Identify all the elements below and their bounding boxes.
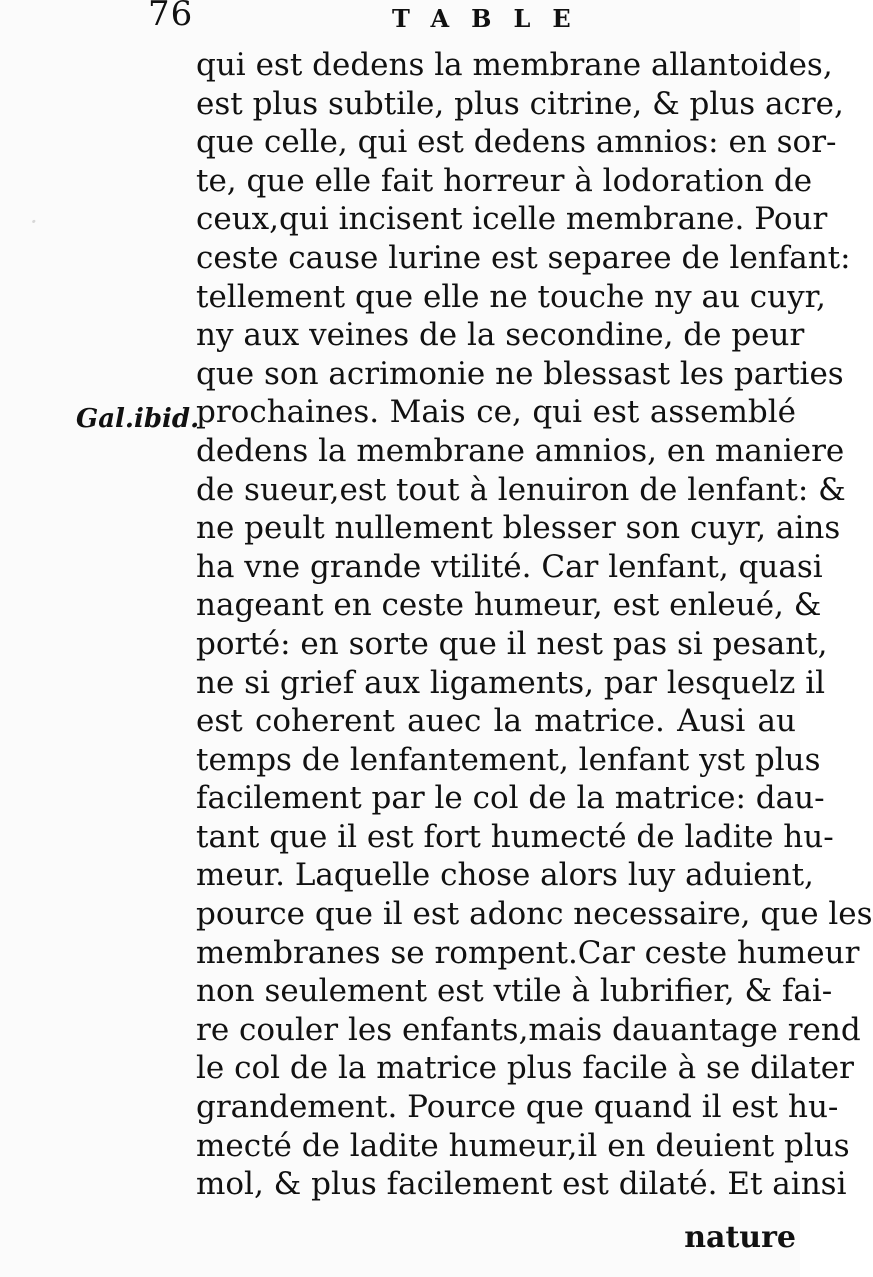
text-line: dedens la membrane amnios, en maniere xyxy=(196,432,845,469)
text-line: prochaines. Mais ce, qui est assemblé xyxy=(196,394,796,431)
text-line: le col de la matrice plus facile à se dilater xyxy=(196,1050,854,1087)
page-number: 76 xyxy=(148,0,194,34)
text-line: ceste cause lurine est separee de lenfant: xyxy=(196,239,851,276)
text-line: qui est dedens la membrane allantoides, xyxy=(196,47,833,83)
text-line: grandement. Pource que quand il est hu- xyxy=(196,1089,839,1126)
text-line: pource que il est adonc necessaire, que les xyxy=(196,896,873,933)
text-line: ny aux veines de la secondine, de peur xyxy=(196,317,805,354)
text-line: facilement par le col de la matrice: dau- xyxy=(196,780,825,817)
margin-note: Gal.ibid. xyxy=(76,404,200,434)
text-line: tellement que elle ne touche ny au cuyr, xyxy=(196,278,826,315)
text-line: est coherent auec la matrice. Ausi au xyxy=(196,703,796,740)
text-line: re couler les enfants,mais dauantage rend xyxy=(196,1011,861,1048)
text-line: ha vne grande vtilité. Car lenfant, quasi xyxy=(196,548,823,585)
text-line: que son acrimonie ne blessast les parties xyxy=(196,355,844,392)
catchword: nature xyxy=(684,1220,796,1255)
bleed-through-mark: · xyxy=(30,208,38,236)
text-line: ne peult nullement blesser son cuyr, ains xyxy=(196,510,841,547)
text-line: non seulement est vtile à lubrifier, & fai- xyxy=(196,973,833,1010)
text-line: membranes se rompent.Car ceste humeur xyxy=(196,934,860,971)
body-text xyxy=(196,46,873,1204)
text-line: tant que il est fort humecté de ladite hu- xyxy=(196,818,834,855)
text-line: mol, & plus facilement est dilaté. Et ainsi xyxy=(196,1166,847,1203)
text-line: de sueur,est tout à lenuiron de lenfant: & xyxy=(196,471,846,508)
text-line: ne si grief aux ligaments, par lesquelz il xyxy=(196,664,826,701)
text-line: temps de lenfantement, lenfant yst plus xyxy=(196,741,821,778)
text-line: te, que elle fait horreur à lodoration de xyxy=(196,162,813,199)
text-line: nageant en ceste humeur, est enleué, & xyxy=(196,587,822,624)
running-head: TABLE xyxy=(392,4,593,33)
text-line: porté: en sorte que il nest pas si pesant, xyxy=(196,625,828,662)
text-line: mecté de ladite humeur,il en deuient plus xyxy=(196,1127,850,1164)
text-line: que celle, qui est dedens amnios: en sor- xyxy=(196,124,837,161)
text-line: est plus subtile, plus citrine, & plus acre, xyxy=(196,85,844,122)
text-line: meur. Laquelle chose alors luy aduient, xyxy=(196,857,814,894)
text-line: ceux,qui incisent icelle membrane. Pour xyxy=(196,201,828,238)
